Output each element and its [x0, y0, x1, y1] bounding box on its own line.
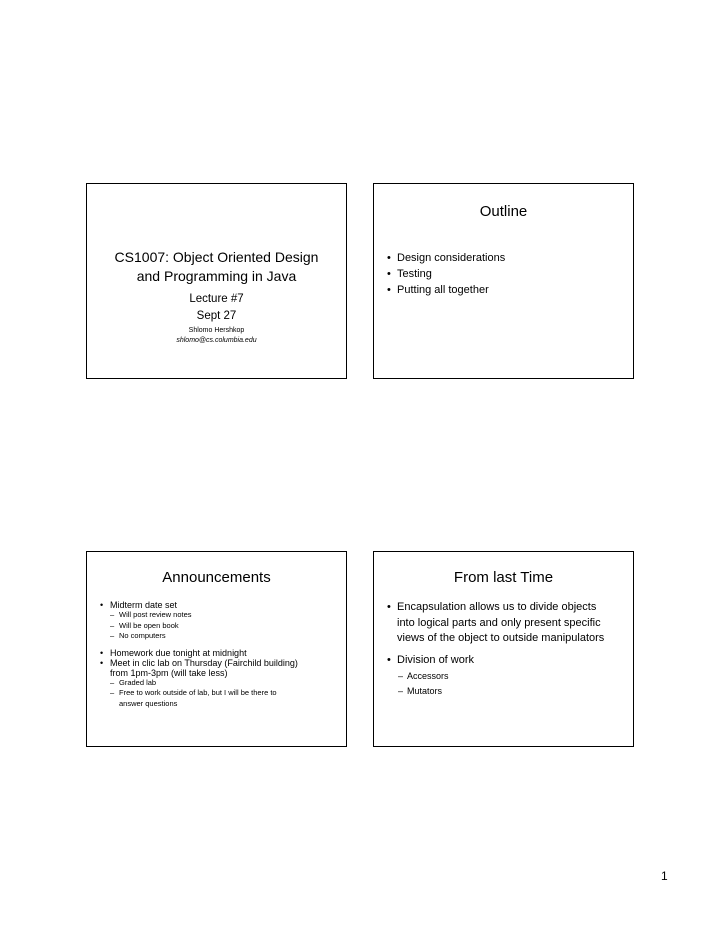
bullet-list: [387, 250, 505, 298]
list-item: • Homework due tonight at midnight: [100, 648, 336, 658]
slide-heading: Announcements: [162, 569, 271, 586]
sub-item: – Will post review notes: [110, 610, 336, 621]
slide-outline: [373, 183, 634, 379]
list-item: • Encapsulation allows us to divide objects into logical parts and only present specific views of the object to outside manipulators: [387, 600, 625, 647]
sub-item: – Accessors: [398, 669, 625, 684]
list-item: • Midterm date set: [100, 600, 336, 610]
list-item: • Meet in clic lab on Thursday (Fairchild building) from 1pm-3pm (will take less): [100, 658, 336, 678]
slide-announcements: [86, 551, 347, 747]
sub-item: – Will be open book: [110, 621, 336, 632]
bullet-list: [387, 600, 625, 699]
sub-item: – Mutators: [398, 684, 625, 699]
course-title: CS1007: Object Oriented Design and Programming in Java: [114, 249, 319, 284]
list-item: • Division of work: [387, 653, 625, 669]
slide-heading: From last Time: [453, 569, 554, 586]
list-item: • Design considerations: [387, 250, 505, 266]
lecture-number: Lecture #7: [189, 293, 244, 305]
author-name: Shlomo Hershkop: [188, 327, 245, 334]
sub-item: – Free to work outside of lab, but I will be there to answer questions: [110, 688, 336, 709]
sub-item: – Graded lab: [110, 678, 336, 689]
slide-heading: Outline: [479, 203, 528, 220]
author-email: shlomo@cs.columbia.edu: [176, 337, 257, 344]
slide-title: [86, 183, 347, 379]
bullet-list: [100, 600, 336, 709]
list-item: • Putting all together: [387, 282, 505, 298]
sub-item: – No computers: [110, 631, 336, 642]
slide-from-last-time: [373, 551, 634, 747]
list-item: • Testing: [387, 266, 505, 282]
lecture-date: Sept 27: [196, 310, 237, 322]
page-number: 1: [661, 869, 668, 883]
